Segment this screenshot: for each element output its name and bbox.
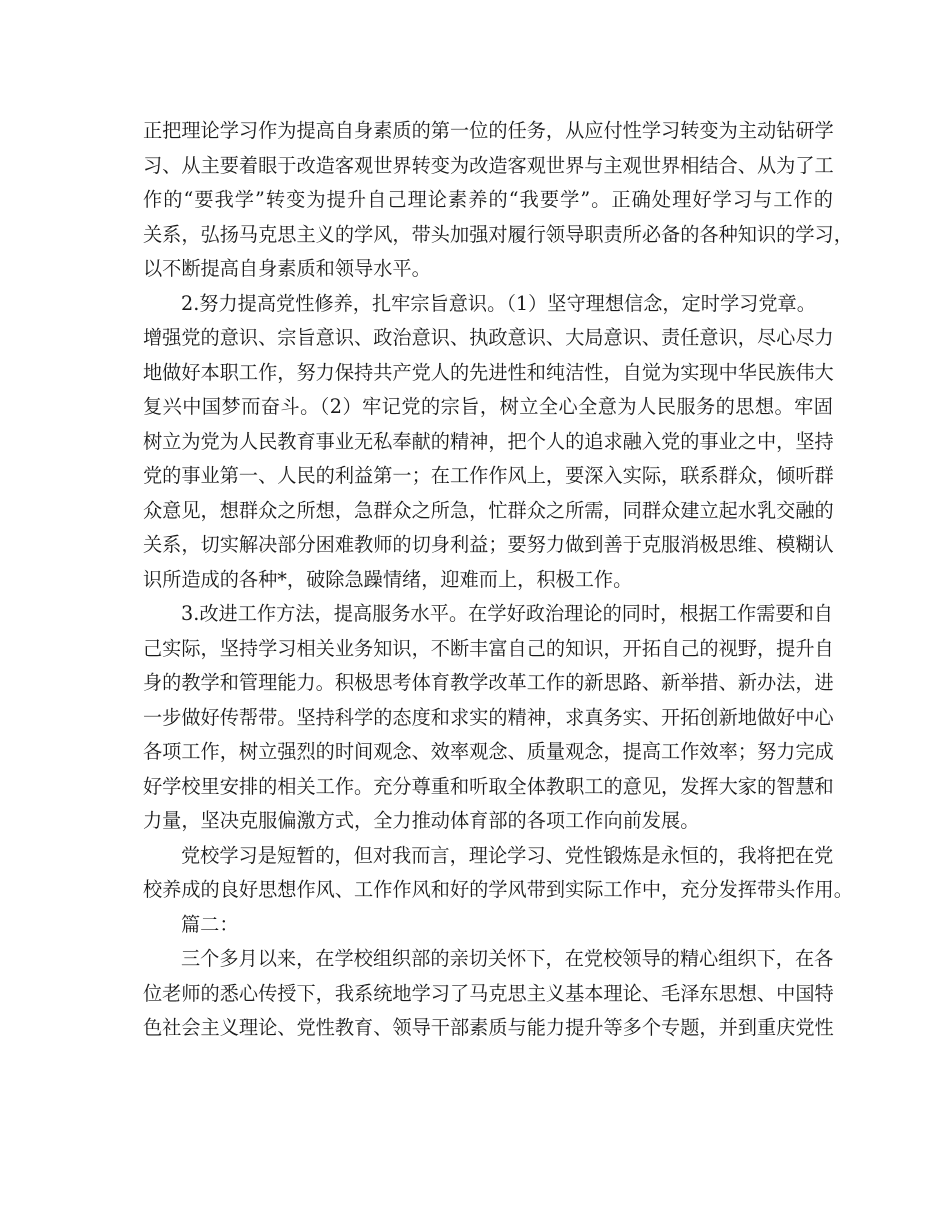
text-line: 己实际，坚持学习相关业务知识，不断丰富自己的知识，开拓自己的视野，提升自 — [143, 636, 834, 660]
text-line: 地做好本职工作，努力保持共产党人的先进性和纯洁性，自觉为实现中华民族伟大 — [143, 360, 834, 384]
text-line: 作的“要我学”转变为提升自己理论素养的“我要学”。正确处理好学习与工作的 — [143, 188, 833, 211]
text-line: 篇二： — [181, 912, 239, 936]
text-line: 正把理论学习作为提高自身素质的第一位的任务，从应付性学习转变为主动钻研学 — [143, 119, 834, 142]
text-line: 位老师的悉心传授下，我系统地学习了马克思主义基本理论、毛泽东思想、中国特 — [143, 981, 834, 1005]
text-line: 树立为党为人民教育事业无私奉献的精神，把个人的追求融入党的事业之中，坚持 — [143, 429, 834, 453]
text-line: 2.努力提高党性修养，扎牢宗旨意识。（1）坚守理想信念，定时学习党章。 — [181, 291, 816, 315]
text-line: 各项工作，树立强烈的时间观念、效率观念、质量观念，提高工作效率；努力完成 — [143, 740, 834, 763]
text-line: 色社会主义理论、党性教育、领导干部素质与能力提升等多个专题，并到重庆党性 — [143, 1016, 834, 1039]
text-line: 识所造成的各种*，破除急躁情绪，迎难而上，积极工作。 — [143, 567, 633, 591]
text-line: 众意见，想群众之所想，急群众之所急，忙群众之所需，同群众建立起水乳交融的 — [143, 498, 834, 522]
text-line: 关系，弘扬马克思主义的学风，带头加强对履行领导职责所必备的各种知识的学习， — [143, 222, 853, 246]
text-line: 党校学习是短暂的，但对我而言，理论学习、党性锻炼是永恒的，我将把在党 — [181, 843, 834, 867]
text-line: 关系，切实解决部分困难教师的切身利益；要努力做到善于克服消极思维、模糊认 — [143, 533, 834, 556]
document-body — [143, 114, 853, 1046]
text-line: 身的教学和管理能力。积极思考体育教学改革工作的新思路、新举措、新办法，进 — [143, 671, 834, 694]
text-line: 习、从主要着眼于改造客观世界转变为改造客观世界与主观世界相结合、从为了工 — [143, 153, 834, 177]
text-line: 一步做好传帮带。坚持科学的态度和求实的精神，求真务实、开拓创新地做好中心 — [143, 705, 834, 729]
text-line: 增强党的意识、宗旨意识、政治意识、执政意识、大局意识、责任意识，尽心尽力 — [143, 326, 834, 349]
text-line: 党的事业第一、人民的利益第一；在工作作风上，要深入实际，联系群众，倾听群 — [143, 464, 834, 487]
text-line: 三个多月以来，在学校组织部的亲切关怀下，在党校领导的精心组织下，在各 — [181, 947, 834, 970]
text-line: 以不断提高自身素质和领导水平。 — [143, 257, 431, 280]
text-line: 校养成的良好思想作风、工作作风和好的学风带到实际工作中，充分发挥带头作用。 — [143, 878, 853, 901]
text-line: 3.改进工作方法，提高服务水平。在学好政治理论的同时，根据工作需要和自 — [181, 602, 833, 625]
text-line: 力量，坚决克服偏激方式，全力推动体育部的各项工作向前发展。 — [143, 809, 700, 832]
text-line: 复兴中国梦而奋斗。（2）牢记党的宗旨，树立全心全意为人民服务的思想。牢固 — [143, 395, 833, 418]
text-line: 好学校里安排的相关工作。充分尊重和听取全体教职工的意见，发挥大家的智慧和 — [143, 774, 834, 798]
